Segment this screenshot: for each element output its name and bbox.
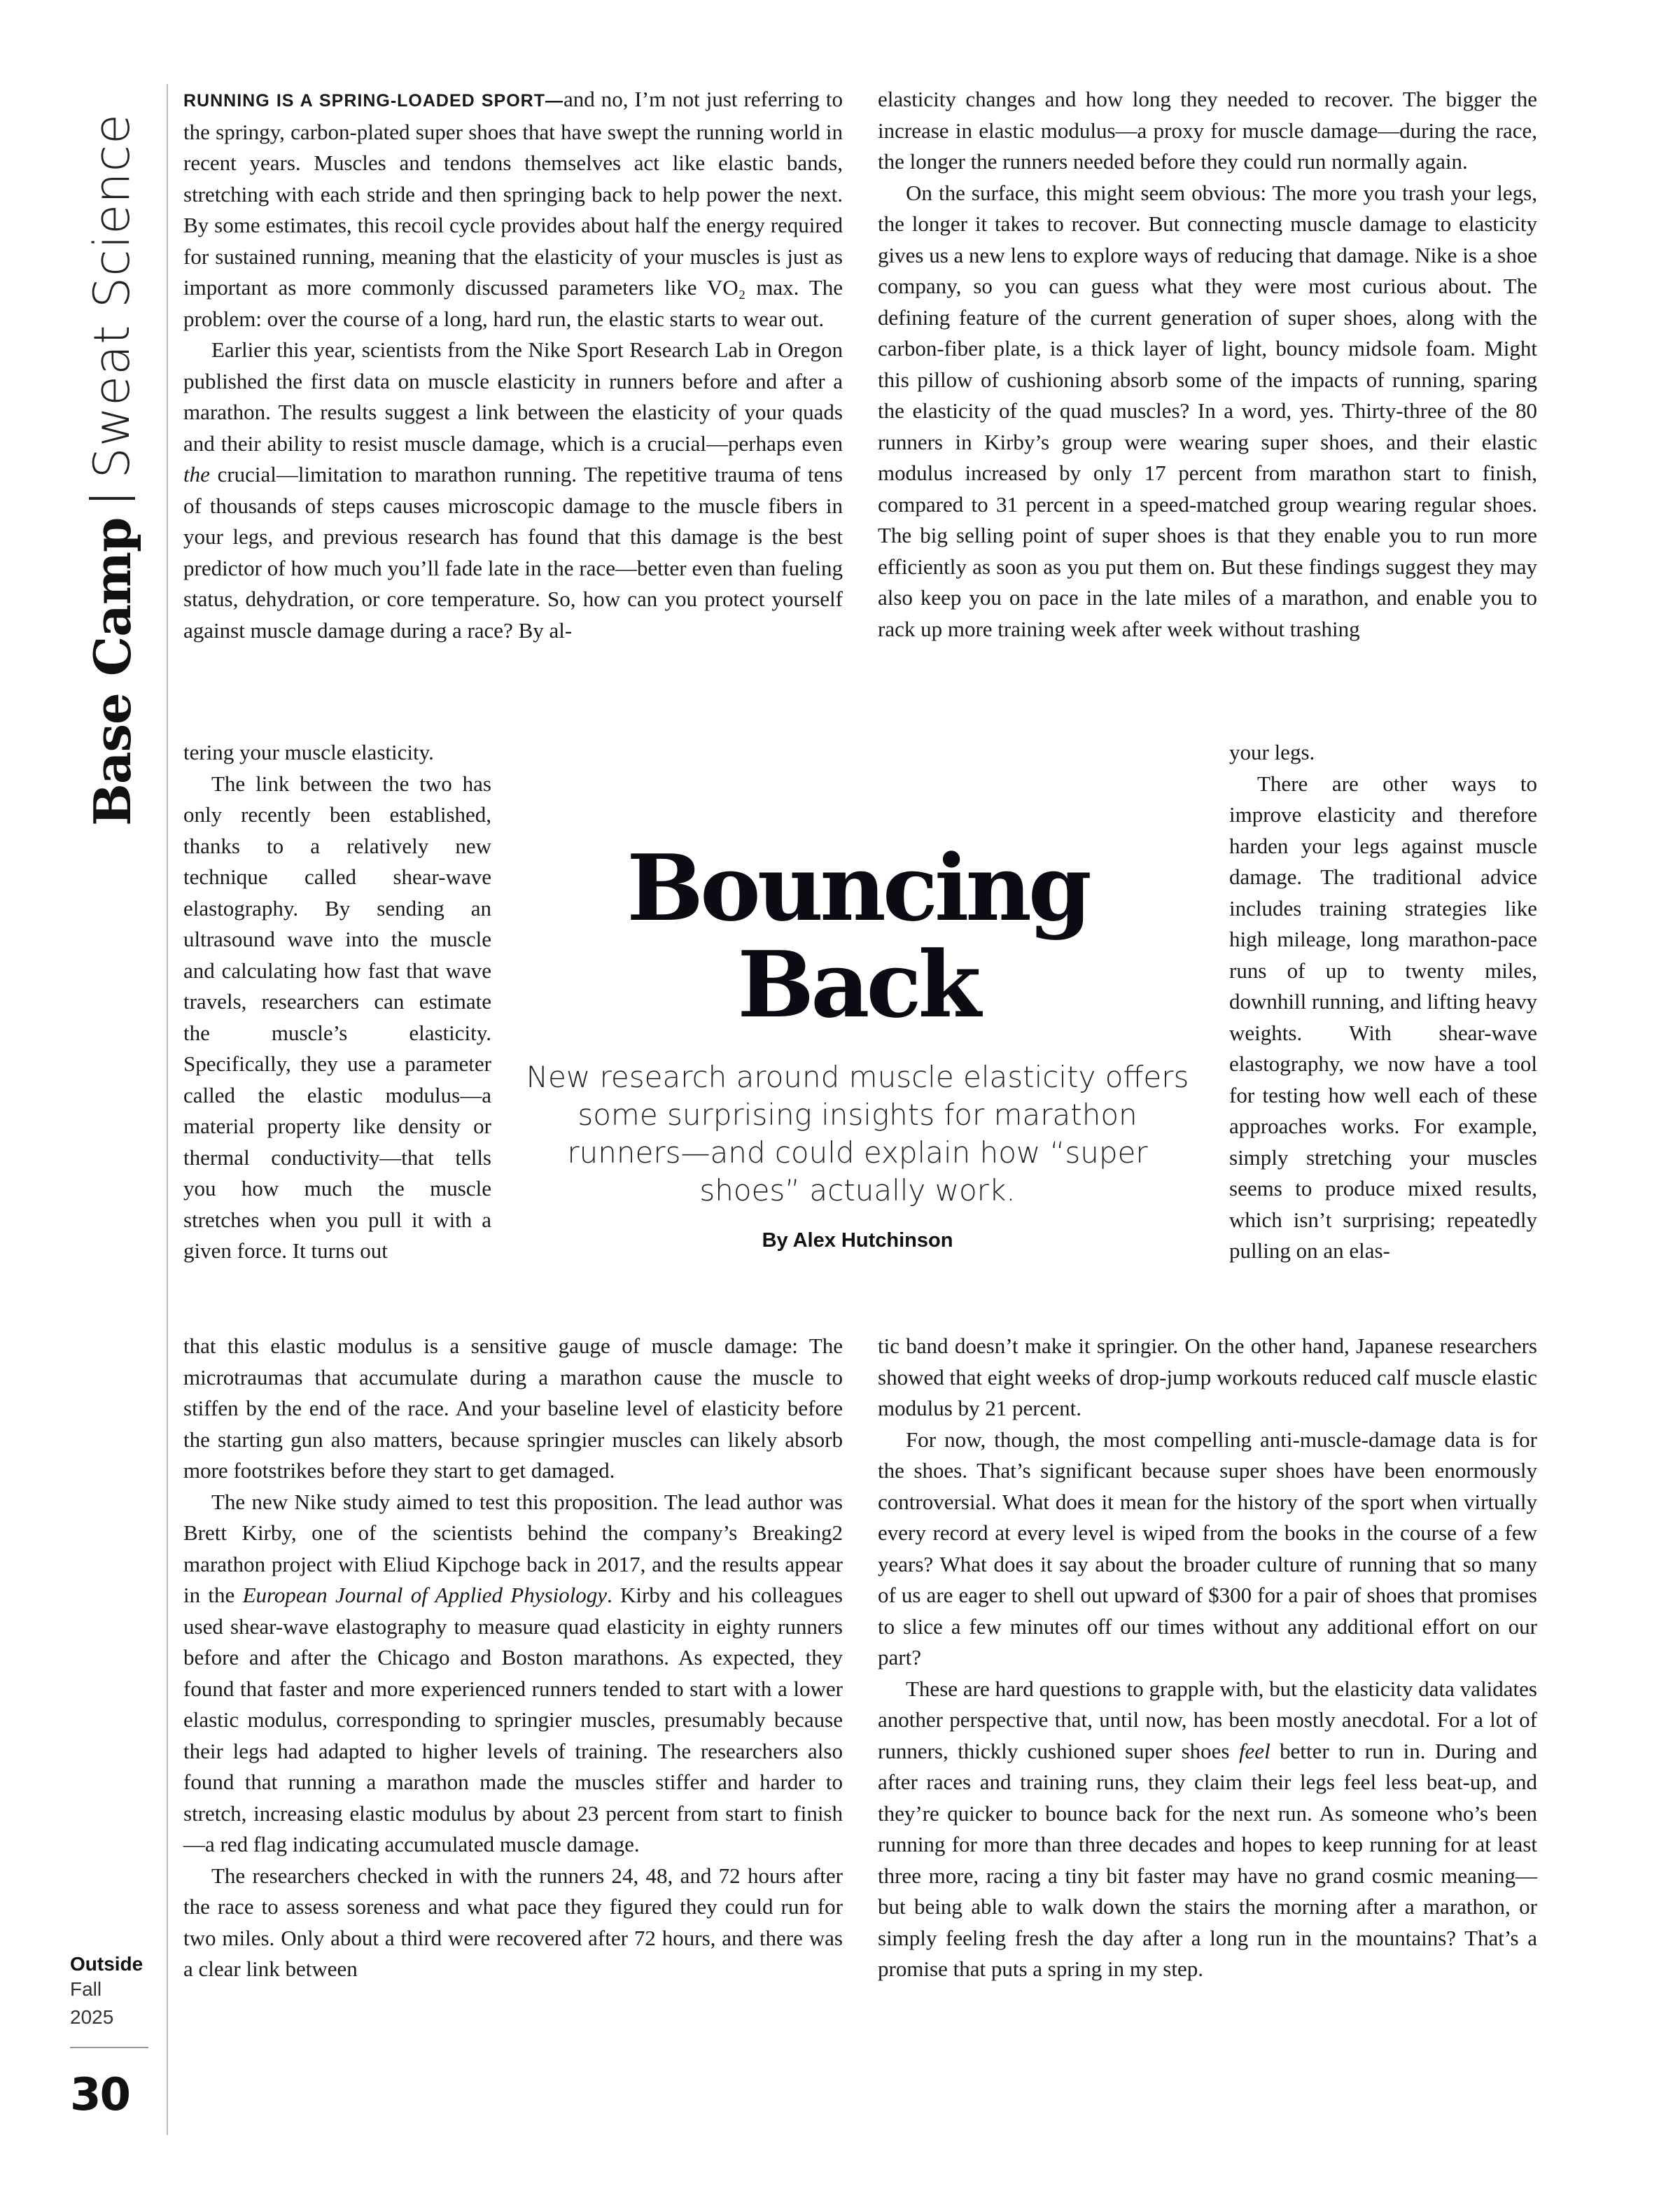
column-right-bottom xyxy=(878,1331,1537,1985)
paragraph: On the surface, this might seem obvious: The more you trash your legs, the longer it takes to recover. But connecting muscle damage to elasticity gives us a new lens to explore ways of reducing that damage. Nike is a shoe company, so you can guess what they were most curious about. The defining feature of the current generation of super shoes, along with the carbon-fiber plate, is a thick layer of light, bouncy midsole foam. Might this pillow of cushioning absorb some of the impacts of running, sparing the elasticity of the quad muscles? In a word, yes. Thirty-three of the 80 runners in Kirby’s group were wearing super shoes, and their elastic modulus increased by only 17 percent from marathon start to finish, compared to 31 percent in a speed-matched group wearing regular shoes. The big selling point of super shoes is that they enable you to run more efficiently as soon as you put them on. But these findings suggest they may also keep you on pace in the late miles of a marathon, and enable you to rack up more training week after week without trashing xyxy=(878,180,1537,641)
paragraph: These are hard questions to grapple with, but the elasticity data validates another perspective that, until now, has been mostly anecdotal. For a lot of runners, thickly cushioned super shoes feel better to run in. During and after races and training runs, they claim their legs feel less beat-up, and they’re quicker to bounce back for the next run. As someone who’s been running for more than three decades and hopes to keep running for at least three more, racing a tiny bit faster may have no grand cosmic meaning—but being able to walk down the stairs the morning after a marathon, or simply feeling fresh the day after a long run in the mountains? That’s a promise that puts a spring in my step. xyxy=(878,1676,1537,1981)
section-header xyxy=(28,70,140,826)
paragraph: The researchers checked in with the runners 24, 48, and 72 hours after the race to assess soreness and what pace they figured they could run for two miles. Only about a third were recovered after 72 hours, and there was a clear link between xyxy=(183,1863,843,1981)
folio xyxy=(70,1953,148,2121)
issue-season: Fall xyxy=(70,1978,102,2000)
issue-year: 2025 xyxy=(70,2006,114,2028)
column-left-narrow xyxy=(183,737,491,1267)
paragraph-continued: elasticity changes and how long they needed to recover. The bigger the increase in elastic modulus—a proxy for muscle damage—during the race, the longer the runners needed before they could run normally again. xyxy=(878,87,1537,174)
paragraph-continued: tering your muscle elasticity. xyxy=(183,740,434,764)
column-left-top xyxy=(183,84,843,646)
paragraph-continued: tic band doesn’t make it springier. On the other hand, Japanese researchers showed that eight weeks of drop-jump workouts reduced calf muscle elastic modulus by 21 percent. xyxy=(878,1334,1537,1420)
margin-rule xyxy=(167,84,168,2135)
paragraph-continued: your legs. xyxy=(1229,740,1315,764)
section-divider xyxy=(89,497,135,500)
column-left-bottom xyxy=(183,1331,843,1985)
paragraph: There are other ways to improve elasticity and therefore harden your legs against muscle damage. The traditional advice includes training strategies like high mileage, long marathon-pace runs of up to twenty miles, downhill running, and lifting heavy weights. With shear-wave elastography, we now have a tool for testing how well each of these approaches works. For example, simply stretching your muscles seems to produce mixed results, which isn’t surprising; repeatedly pulling on an elas- xyxy=(1229,771,1537,1263)
column-right-top xyxy=(878,84,1537,645)
page-number: 30 xyxy=(70,2069,130,2121)
subsection-name: Sweat Science xyxy=(83,113,141,479)
lead-in: RUNNING IS A SPRING-LOADED SPORT— xyxy=(183,91,564,111)
magazine-name: Outside xyxy=(70,1953,144,1975)
section-name: Base Camp xyxy=(82,517,142,826)
paragraph-continued: that this elastic modulus is a sensitive gauge of muscle damage: The microtraumas that accumulate during a marathon cause the muscle to stiffen by the end of the race. And your baseline level of elasticity before the starting gun also matters, because springier muscles can likely absorb more footstrikes before they start to get damaged. xyxy=(183,1334,843,1483)
column-right-narrow xyxy=(1229,737,1537,1267)
paragraph: The link between the two has only recently been established, thanks to a relatively new technique called shear-wave elastography. By sending an ultrasound wave into the muscle and calculating how fast that wave travels, researchers can estimate the muscle’s elasticity. Specifically, they use a parameter called the elastic modulus—a material property like density or thermal conductivity—that tells you how much the muscle stretches when you pull it with a given force. It turns out xyxy=(183,771,491,1263)
headline: Bouncing Back xyxy=(626,834,1088,1038)
dek: New research around muscle elasticity offers some surprising insights for marathon runners—and could explain how “super shoes” actually work. xyxy=(526,1060,1189,1208)
paragraph: RUNNING IS A SPRING-LOADED SPORT—and no, I’m not just referring to the springy, carbon-plated super shoes that have swept the running world in recent years. Muscles and tendons themselves act like elastic bands, stretching with each stride and then springing back to help power the next. By some estimates, this recoil cycle provides about half the energy required for sustained running, meaning that the elasticity of your muscles is just as important as more commonly discussed parameters like VO₂ max. The problem: over the course of a long, hard run, the elastic starts to wear out. xyxy=(183,87,843,331)
paragraph: The new Nike study aimed to test this proposition. The lead author was Brett Kirby, one of the scientists behind the company’s Breaking2 marathon project with Eliud Kipchoge back in 2017, and the results appear in the European Journal of Applied Physiology. Kirby and his colleagues used shear-wave elastography to measure quad elasticity in eighty runners before and after the Chicago and Boston marathons. As expected, they found that faster and more experienced runners tended to start with a lower elastic modulus, corresponding to springier muscles, presumably because their legs had adapted to higher levels of training. The researchers also found that running a marathon made the muscles stiffer and harder to stretch, increasing elastic modulus by about 23 percent from start to finish—a red flag indicating accumulated muscle damage. xyxy=(183,1489,843,1856)
byline: By Alex Hutchinson xyxy=(762,1229,953,1252)
paragraph: For now, though, the most compelling anti-muscle-damage data is for the shoes. That’s significant because super shoes have been enormously controversial. What does it mean for the history of the sport when virtually every record at every level is wiped from the books in the course of a few years? What does it say about the broader culture of running that so many of us are eager to shell out upward of $300 for a pair of shoes that promises to slice a few minutes off our times without any additional effort on our part? xyxy=(878,1427,1537,1670)
paragraph: Earlier this year, scientists from the Nike Sport Research Lab in Oregon published the first data on muscle elasticity in runners before and after a marathon. The results suggest a link between the elasticity of your quads and their ability to resist muscle damage, which is a crucial—perhaps even the crucial—limitation to marathon running. The repetitive trauma of tens of thousands of steps causes microscopic damage to the muscle fibers in your legs, and previous research has found that this damage is the best predictor of how much you’ll fade late in the race—better even than fueling status, dehydration, or core temperature. So, how can you protect yourself against muscle damage during a race? By al- xyxy=(183,337,843,643)
headline-block xyxy=(522,834,1194,1252)
folio-rule xyxy=(70,2047,148,2048)
